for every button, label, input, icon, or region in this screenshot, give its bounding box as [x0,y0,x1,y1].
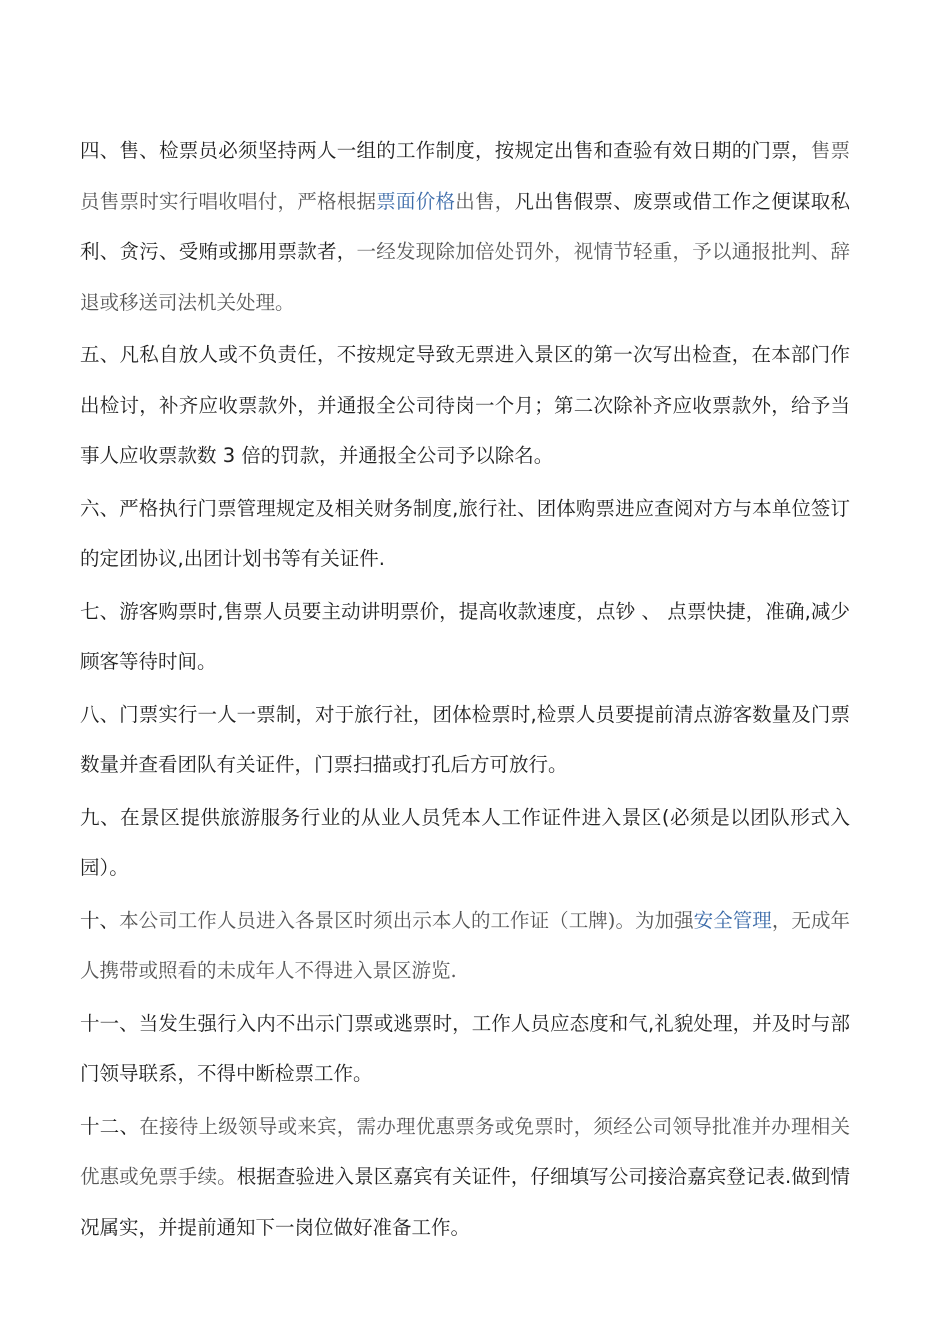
paragraph-9-run-1: 九、在景区提供旅游服务行业的从业人员凭本人工作证件进入景区(必须是以团队形式入园）。 [80,805,850,879]
paragraph-10-run-4: ，无成年人携带或照看的未成年人不得进入景区游览. [80,908,850,982]
paragraph-8-run-1: 八、门票实行一人一票制，对于旅行社，团体检票时,检票人员要提前清点游客数量及门票数量并查看团队有关证件，门票扫描或打孔后方可放行。 [80,702,850,776]
paragraph-8 [80,690,850,791]
paragraph-10-run-2: 本公司工作人员进入各景区时须出示本人的工作证（工牌)。为加强 [119,908,694,932]
paragraph-10-run-1: 十、 [80,908,120,932]
paragraph-6 [80,484,850,585]
paragraph-5-run-1: 五、凡私自放人或不负责任，不按规定导致无票进入景区的第一次写出检查，在本部门作出检讨，补齐应收票款外，并通报全公司待岗一个月；第二次除补齐应收票款外，给予当事人应收票款数 3 倍的罚款，并通报全公司予以除名。 [80,343,850,467]
paragraph-4-run-1: 四、售、检票员必须坚持两人一组的工作制度，按规定出售和查验有效日期的门票， [80,139,811,162]
paragraph-4-run-4: 出售， [455,189,515,213]
link-safety-management[interactable]: 安全管理 [693,908,772,932]
paragraph-11 [80,999,850,1100]
paragraph-9 [80,793,850,894]
paragraph-12-run-1: 十二、 [80,1114,140,1138]
paragraph-12 [80,1102,850,1254]
paragraph-4 [80,126,850,328]
paragraph-11-run-1: 十一、当发生强行入内不出示门票或逃票时，工作人员应态度和气,礼貌处理，并及时与部门领导联系，不得中断检票工作。 [80,1011,850,1085]
paragraph-6-run-1: 六、严格执行门票管理规定及相关财务制度,旅行社、团体购票进应查阅对方与本单位签订的定团协议,出团计划书等有关证件. [80,496,850,570]
paragraph-12-run-3: 根据查验进入景区嘉宾有关证件，仔细填写公司接洽嘉宾登记表.做到情况属实，并提前通知下一岗位做好准备工作。 [80,1165,850,1239]
paragraph-7-run-1: 七、游客购票时,售票人员要主动讲明票价，提高收款速度，点钞 、 点票快捷，准确,减少顾客等待时间。 [80,599,850,673]
link-ticket-price[interactable]: 票面价格 [376,189,456,213]
paragraph-4-run-6: 一经发现除加倍处罚外，视情节轻重，予以通报批判、辞退或移送司法机关处理。 [80,240,850,314]
paragraph-4-run-2: 售票员售票时实行唱收唱付，严格根据 [80,139,850,213]
paragraph-7 [80,587,850,688]
document-body [80,126,850,1255]
paragraph-12-run-2: 在接待上级领导或来宾，需办理优惠票务或免票时，须经公司领导批准并办理相关优惠或免票手续。 [80,1114,850,1188]
paragraph-10 [80,896,850,997]
paragraph-5 [80,330,850,482]
paragraph-4-run-5: 凡出售假票、废票或借工作之便谋取私利、贪污、受贿或挪用票款者， [80,189,850,263]
